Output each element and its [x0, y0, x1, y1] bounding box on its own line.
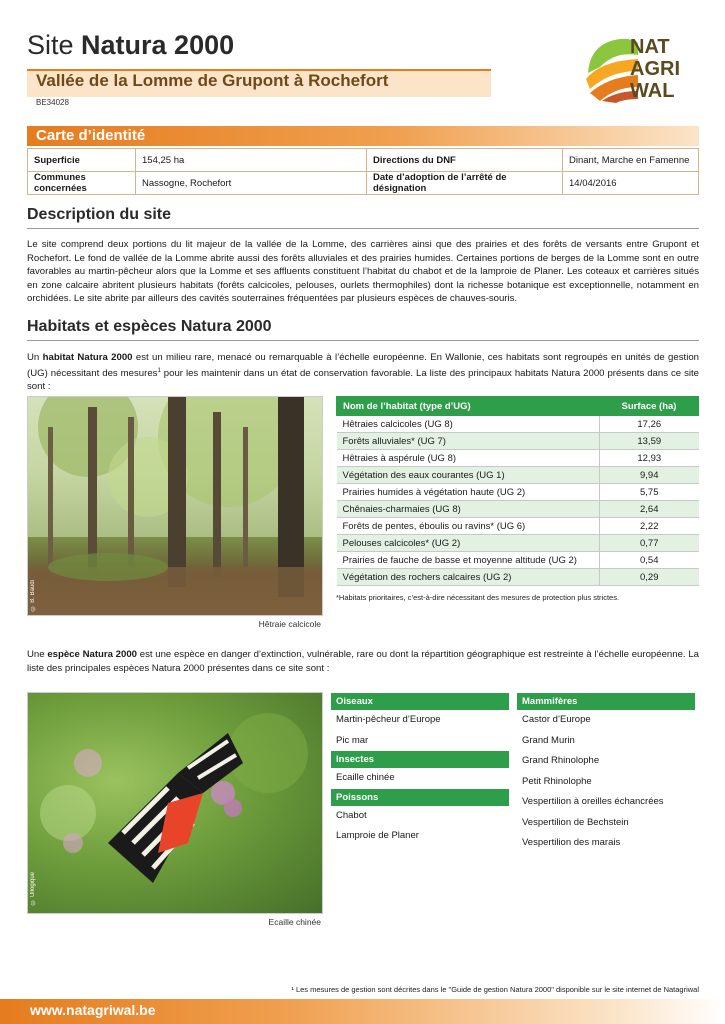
title-bold: Natura 2000 [81, 30, 235, 60]
habitat-surface: 5,75 [600, 484, 699, 501]
natagriwal-logo [580, 27, 700, 109]
species-item: Petit Rhinolophe [522, 775, 592, 787]
species-group-heading: Oiseaux [331, 693, 509, 710]
intro-text: est un milieu rare, menacé ou remarquable à l’échelle européenne. En Wallonie, ces habitats sont regroupés en unités de gestion (UG) nécessitant des mesures [27, 352, 699, 379]
table-row [337, 535, 699, 552]
habitats-intro [27, 351, 699, 394]
photo-caption: Ecaille chinée [268, 917, 321, 927]
table-row [28, 149, 699, 172]
moth-photo [27, 692, 323, 914]
species-group-heading: Mammifères [517, 693, 695, 710]
species-item: Grand Rhinolophe [522, 755, 600, 766]
identity-value: 14/04/2016 [563, 172, 699, 195]
habitat-name: Forêts alluviales* (UG 7) [337, 433, 600, 450]
identity-value: 154,25 ha [136, 149, 367, 172]
habitat-surface: 2,22 [600, 518, 699, 535]
species-item: Vespertilion à oreilles échancrées [522, 796, 664, 807]
website-link[interactable]: www.natagriwal.be [30, 1002, 156, 1018]
identity-table [27, 148, 699, 195]
description-heading: Description du site [27, 206, 172, 223]
habitat-surface: 0,77 [600, 535, 699, 552]
habitat-surface: 12,93 [600, 450, 699, 467]
identity-key: Communes concernées [28, 172, 136, 195]
identity-heading: Carte d’identité [36, 127, 146, 144]
table-row [337, 433, 699, 450]
habitat-surface: 0,29 [600, 569, 699, 586]
habitat-name: Pelouses calcicoles* (UG 2) [337, 535, 600, 552]
species-item: Chabot [336, 809, 367, 821]
species-item: Vespertilion des marais [522, 837, 621, 848]
table-row [337, 416, 699, 433]
species-item: Grand Murin [522, 734, 575, 746]
habitats-heading: Habitats et espèces Natura 2000 [27, 318, 272, 335]
habitats-table [336, 396, 699, 586]
habitat-surface: 9,94 [600, 467, 699, 484]
identity-value: Nassogne, Rochefort [136, 172, 367, 195]
priority-habitat-note: *Habitats prioritaires, c’est-à-dire nécessitant des mesures de protection plus strictes. [336, 593, 620, 602]
table-row [337, 467, 699, 484]
species-item: Vespertilion de Bechstein [522, 816, 629, 828]
habitat-name: Hêtraies calcicoles (UG 8) [337, 416, 600, 433]
species-column-right [517, 693, 695, 854]
identity-value: Dinant, Marche en Famenne [563, 149, 699, 172]
species-item: Castor d’Europe [522, 714, 591, 725]
habitat-surface: 17,26 [600, 416, 699, 433]
habitat-surface: 13,59 [600, 433, 699, 450]
habitats-divider [27, 340, 699, 341]
table-row [337, 552, 699, 569]
page-title [27, 30, 234, 61]
table-row [337, 501, 699, 518]
identity-key: Date d’adoption de l’arrêté de désignation [367, 172, 563, 195]
jersey-tiger-moth-icon [28, 693, 322, 913]
site-subtitle: Vallée de la Lomme de Grupont à Rochefort [36, 71, 389, 90]
table-row [337, 450, 699, 467]
habitat-name: Forêts de pentes, éboulis ou ravins* (UG 6) [337, 518, 600, 535]
intro-text: Une [27, 649, 48, 660]
photo-caption: Hêtraie calcicole [258, 619, 321, 629]
habitat-name: Hêtraies à aspérule (UG 8) [337, 450, 600, 467]
intro-bold: espèce Natura 2000 [47, 649, 138, 660]
site-code: BE34028 [36, 98, 69, 107]
table-row [337, 569, 699, 586]
description-divider [27, 228, 699, 229]
description-text: Le site comprend deux portions du lit majeur de la vallée de la Lomme, des carrières ainsi que des prairies et des forêts de versants entre Grupont et Rochefort. Le fond de vallée de la Lomme abrite aussi des forêts alluviales et des prairies humides. Certaines portions de berges de la Lomme sont en outre favorables au martin-pêcheur alors que la Lomme et ses affluents constituent l’habitat du chabot et de la lamproie de Planer. Les coteaux et carrières situés en zone calcaire abritent plusieurs habitats (forêts calcicoles, pelouses, ourlets thermophiles) dont la richesse botanique est exceptionnelle, notamment en orchidées. Le site abrite par ailleurs des cavités souterraines fréquentées par plusieurs espèces de chauves-souris. [27, 239, 699, 304]
habitat-name: Chênaies-charmaies (UG 8) [337, 501, 600, 518]
photo-credit: © B. Baudi [30, 580, 36, 611]
species-column-left [331, 693, 509, 847]
intro-bold: habitat Natura 2000 [42, 352, 133, 363]
table-row [337, 518, 699, 535]
species-item: Pic mar [336, 734, 369, 746]
intro-text: Un [27, 352, 43, 363]
logo-line-3: WAL [630, 80, 675, 102]
species-group-heading: Insectes [331, 751, 509, 768]
species-group-heading: Poissons [331, 789, 509, 806]
logo-line-1: NAT [630, 36, 670, 58]
photo-credit: © Ullogique [30, 872, 36, 905]
table-header-row [337, 397, 699, 416]
table-row [337, 484, 699, 501]
beech-forest-photo [27, 396, 323, 616]
habitat-name: Prairies humides à végétation haute (UG 2) [337, 484, 600, 501]
title-prefix: Site [27, 30, 82, 60]
species-item: Ecaille chinée [336, 772, 395, 783]
surface-header: Surface (ha) [600, 397, 699, 416]
habitat-name: Végétation des rochers calcaires (UG 2) [337, 569, 600, 586]
table-row [28, 172, 699, 195]
identity-key: Directions du DNF [367, 149, 563, 172]
logo-line-2: AGRI [630, 58, 680, 80]
management-footnote: ¹ Les mesures de gestion sont décrites dans le "Guide de gestion Natura 2000" disponible sur le site internet de Natagriwal [291, 985, 699, 994]
habitat-name: Prairies de fauche de basse et moyenne altitude (UG 2) [337, 552, 600, 569]
intro-text: est une espèce en danger d’extinction, vulnérable, rare ou dont la répartition géographique est restreinte à l’échelle européenne. La liste des principales espèces Natura 2000 présentes dans ce site sont : [27, 649, 699, 674]
footnote-marker: 1 [157, 367, 161, 374]
species-item: Lamproie de Planer [336, 830, 419, 841]
species-item: Martin-pêcheur d’Europe [336, 714, 441, 725]
habitat-surface: 2,64 [600, 501, 699, 518]
habitat-name: Végétation des eaux courantes (UG 1) [337, 467, 600, 484]
habitat-surface: 0,54 [600, 552, 699, 569]
species-intro [27, 648, 699, 675]
habitat-name-header: Nom de l’habitat (type d’UG) [337, 397, 600, 416]
forest-trees-icon [28, 397, 322, 615]
intro-text: pour les maintenir dans un état de conservation favorable. La liste des principaux habitats Natura 2000 présents dans ce site sont : [27, 367, 700, 393]
identity-key: Superficie [28, 149, 136, 172]
